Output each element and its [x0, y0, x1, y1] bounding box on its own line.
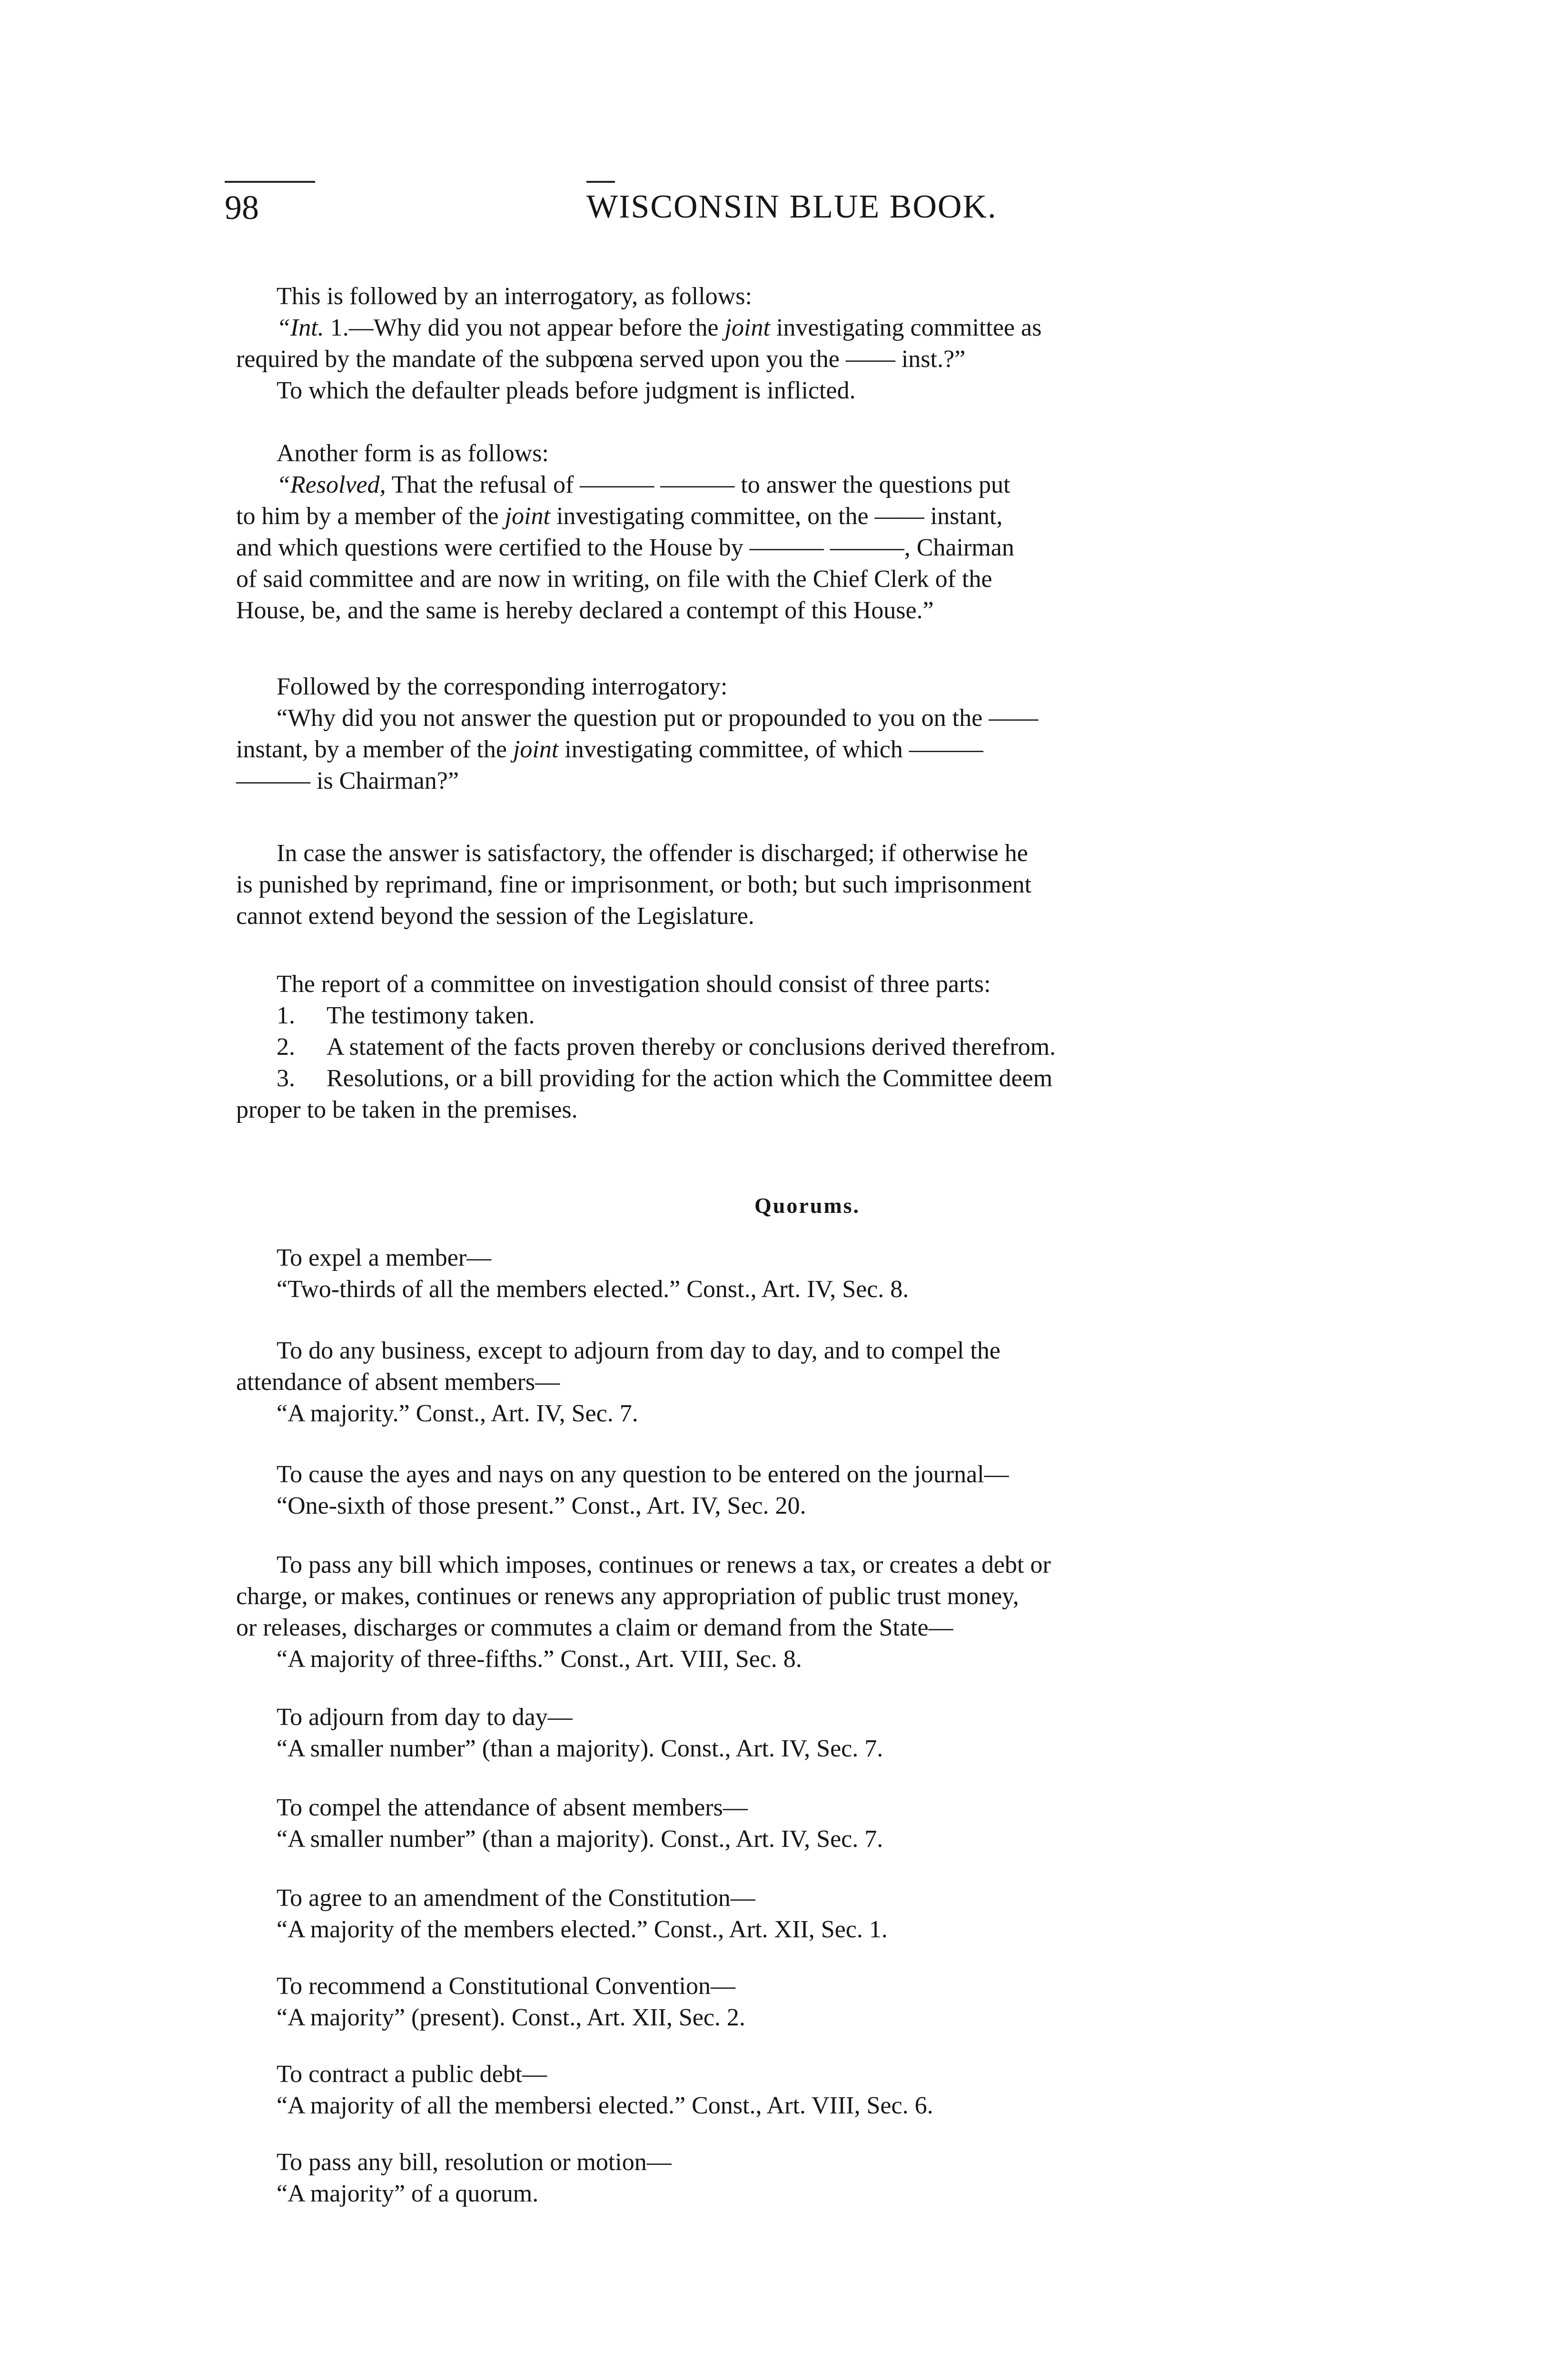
text-line: To expel a member— [277, 1244, 492, 1271]
text-line: of said committee and are now in writing, on file with the Chief Clerk of the [236, 565, 992, 593]
quorum-entry [236, 2147, 1378, 2210]
text-line: House, be, and the same is hereby declared a contempt of this House.” [236, 597, 934, 624]
quorums-section [236, 1190, 1378, 1221]
text-line: This is followed by an interrogatory, as follows: [277, 283, 752, 310]
quorum-entry [236, 1792, 1378, 1855]
text-line: charge, or makes, continues or renews any appropriation of public trust money, [236, 1583, 1019, 1610]
text-line: Another form is as follows: [277, 440, 549, 467]
page-header [225, 181, 1377, 243]
text-line: “A majority of the members elected.” Const., Art. XII, Sec. 1. [277, 1916, 888, 1943]
text-line: To contract a public debt— [277, 2061, 547, 2088]
list-item: 3. Resolutions, or a bill providing for the action which the Committee deem [277, 1065, 1053, 1092]
text-line: “A smaller number” (than a majority). Const., Art. IV, Sec. 7. [277, 1825, 883, 1853]
text-line: To recommend a Constitutional Convention— [277, 1973, 736, 2000]
text-line: To adjourn from day to day— [277, 1704, 573, 1731]
list-item: 1. The testimony taken. [277, 1002, 535, 1029]
text-line: or releases, discharges or commutes a claim or demand from the State— [236, 1614, 953, 1641]
text-line: ——— is Chairman?” [236, 767, 459, 794]
text-line: To do any business, except to adjourn from day to day, and to compel the [277, 1337, 1001, 1364]
page-number-rule [225, 181, 315, 183]
text-line: To pass any bill, resolution or motion— [277, 2149, 672, 2176]
quorum-entry [236, 1549, 1378, 1675]
text-line: “A majority” of a quorum. [277, 2180, 539, 2207]
text-line: To agree to an amendment of the Constitution— [277, 1884, 755, 1912]
text-line: “Why did you not answer the question put or propounded to you on the —— [277, 704, 1039, 732]
quorum-entry [236, 1242, 1378, 1305]
text-line: “A smaller number” (than a majority). Const., Art. IV, Sec. 7. [277, 1735, 883, 1762]
text-line: Followed by the corresponding interrogatory: [277, 673, 728, 700]
text-line: proper to be taken in the premises. [236, 1096, 578, 1123]
quorum-entry [236, 1335, 1378, 1429]
text-line: To compel the attendance of absent members— [277, 1794, 748, 1821]
text-line: To which the defaulter pleads before judgment is inflicted. [277, 377, 856, 404]
text-line: “A majority of all the membersi elected.” Const., Art. VIII, Sec. 6. [277, 2092, 933, 2119]
text-line: “A majority” (present). Const., Art. XII, Sec. 2. [277, 2004, 745, 2031]
quorum-entry [236, 1702, 1378, 1765]
running-head-rule [586, 181, 615, 183]
text-line: is punished by reprimand, fine or imprisonment, or both; but such imprisonment [236, 871, 1032, 898]
page-number: 98 [225, 188, 259, 227]
text-line: “A majority of three-fifths.” Const., Art. VIII, Sec. 8. [277, 1646, 802, 1673]
text-line: To pass any bill which imposes, continues or renews a tax, or creates a debt or [277, 1551, 1051, 1578]
text-line: The report of a committee on investigation should consist of three parts: [277, 971, 991, 998]
text-line: “A majority.” Const., Art. IV, Sec. 7. [277, 1400, 638, 1427]
quorum-entry [236, 1883, 1378, 1945]
text-line: “One-sixth of those present.” Const., Art. IV, Sec. 20. [277, 1492, 806, 1519]
section-title: Quorums. [754, 1193, 861, 1218]
text-line: instant, by a member of the joint investigating committee, of which ——— [236, 736, 983, 763]
interrogatory-block [236, 281, 1378, 407]
quorum-entry [236, 2059, 1378, 2122]
corresponding-interrogatory-block [236, 671, 1378, 797]
text-line: “Int. 1.—Why did you not appear before the joint investigating committee as [277, 314, 1042, 341]
committee-report-block [236, 969, 1378, 1126]
text-line: to him by a member of the joint investigating committee, on the —— instant, [236, 503, 1003, 530]
text-line: attendance of absent members— [236, 1368, 560, 1396]
list-item: 2. A statement of the facts proven thereby or conclusions derived therefrom. [277, 1033, 1056, 1061]
quorum-entry [236, 1459, 1378, 1522]
text-line: required by the mandate of the subpœna served upon you the —— inst.?” [236, 346, 966, 373]
text-line: To cause the ayes and nays on any question to be entered on the journal— [277, 1461, 1009, 1488]
text-line: In case the answer is satisfactory, the offender is discharged; if otherwise he [277, 840, 1028, 867]
quorum-entry [236, 1971, 1378, 2033]
text-line: and which questions were certified to the House by ——— ———, Chairman [236, 534, 1014, 561]
text-line: “Resolved, That the refusal of ——— ——— to answer the questions put [277, 471, 1011, 498]
punishment-block [236, 838, 1378, 932]
text-line: cannot extend beyond the session of the Legislature. [236, 902, 754, 930]
resolution-form-block [236, 438, 1378, 626]
running-title: WISCONSIN BLUE BOOK. [586, 188, 997, 225]
text-line: “Two-thirds of all the members elected.” Const., Art. IV, Sec. 8. [277, 1276, 909, 1303]
